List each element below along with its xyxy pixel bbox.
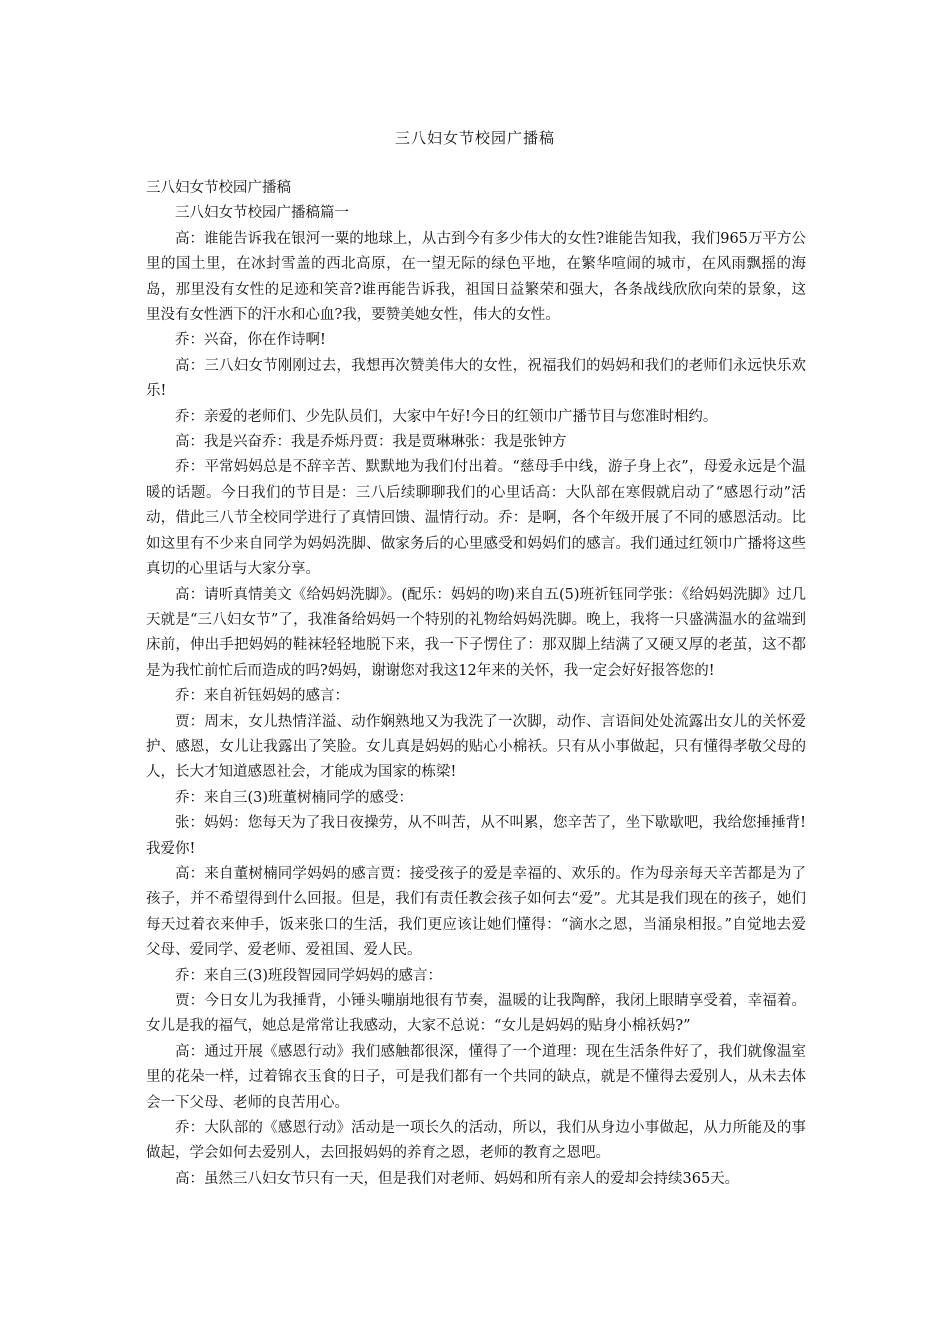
paragraph: 高：我是兴奋乔：我是乔烁丹贾：我是贾琳琳张：我是张钟方 (175, 434, 567, 451)
paragraph: 乔：平常妈妈总是不辞辛苦、默默地为我们付出着。“慈母手中线，游子身上衣”，母爱永远是个温暖的话题。今日我们的节目是：三八后续聊聊我们的心里话高：大队部在寒假就启动了“感恩行动”活动，借此三八节全校同学进行了真情回馈、温情行动。乔：是啊，各个年级开展了不同的感恩活动。比如这里有不少来自同学为妈妈洗脚、做家务后的心里感受和妈妈们的感言。我们通过红领巾广播将这些真切的心里话与大家分享。 (146, 459, 806, 578)
paragraph: 乔：来自三(3)班段智园同学妈妈的感言： (175, 967, 443, 984)
paragraph: 乔：来自祈钰妈妈的感言： (175, 688, 349, 705)
paragraph: 贾：今日女儿为我捶背，小锤头嘣崩地很有节奏，温暖的让我陶醉，我闭上眼睛享受着，幸福着。女儿是我的福气，她总是常常让我感动，大家不总说：“女儿是妈妈的贴身小棉袄妈?” (146, 993, 806, 1035)
paragraph: 贾：周末，女儿热情洋溢、动作娴熟地又为我洗了一次脚，动作、言语间处处流露出女儿的关怀爱护、感恩，女儿让我露出了笑脸。女儿真是妈妈的贴心小棉袄。只有从小事做起，只有懂得孝敬父母的人，长大才知道感恩社会，才能成为国家的栋梁! (146, 713, 806, 781)
paragraph: 乔：来自三(3)班董树楠同学的感受： (175, 789, 414, 806)
document-subtitle: 三八妇女节校园广播稿 (146, 180, 291, 196)
paragraph: 高：谁能告诉我在银河一粟的地球上，从古到今有多少伟大的女性?谁能告知我，我们965万平方公里的国土里，在冰封雪盖的西北高原，在一望无际的绿色平地，在繁华喧闹的城市，在风雨飘摇的海岛，那里没有女性的足迹和笑音?谁再能告诉我，祖国日益繁荣和强大，各条战线欣欣向荣的景象，这里没有女性洒下的汗水和心血?我，要赞美她女性，伟大的女性。 (146, 230, 806, 324)
paragraph: 张：妈妈：您每天为了我日夜操劳，从不叫苦，从不叫累，您辛苦了，坐下歇歇吧，我给您捶捶背!我爱你! (146, 815, 806, 857)
paragraph: 高：请听真情美文《给妈妈洗脚》。(配乐：妈妈的吻)来自五(5)班祈钰同学张：《给妈妈洗脚》过几天就是“三八妇女节”了，我准备给妈妈一个特别的礼物给妈妈洗脚。晚上，我将一只盛满温水的盆端到床前，伸出手把妈妈的鞋袜轻轻地脱下来，我一下子愣住了：那双脚上结满了又硬又厚的老茧，这不都是为我忙前忙后而造成的吗?妈妈，谢谢您对我这12年来的关怀，我一定会好好报答您的! (146, 586, 806, 679)
paragraph: 乔：大队部的《感恩行动》活动是一项长久的活动，所以，我们从身边小事做起，从力所能及的事做起，学会如何去爱别人，去回报妈妈的养育之恩，老师的教育之恩吧。 (146, 1120, 806, 1162)
paragraph: 高：通过开展《感恩行动》我们感触都很深，懂得了一个道理：现在生活条件好了，我们就像温室里的花朵一样，过着锦衣玉食的日子，可是我们都有一个共同的缺点，就是不懂得去爱别人，从未去体会一下父母、老师的良苦用心。 (146, 1043, 806, 1111)
document-body (146, 176, 806, 1192)
paragraph: 高：虽然三八妇女节只有一天，但是我们对老师、妈妈和所有亲人的爱却会持续365天。 (175, 1170, 740, 1187)
paragraph: 乔：兴奋，你在作诗啊! (175, 332, 326, 349)
document-title: 三八妇女节校园广播稿 (394, 129, 555, 147)
paragraph: 三八妇女节校园广播稿篇一 (175, 205, 349, 222)
paragraph: 高：来自董树楠同学妈妈的感言贾：接受孩子的爱是幸福的、欢乐的。作为母亲每天辛苦都是为了孩子，并不希望得到什么回报。但是，我们有责任教会孩子如何去“爱”。尤其是我们现在的孩子，她们每天过着衣来伸手，饭来张口的生活，我们更应该让她们懂得：“滴水之恩，当涌泉相报。”自觉地去爱父母、爱同学、爱老师、爱祖国、爱人民。 (146, 865, 806, 959)
paragraph: 高：三八妇女节刚刚过去，我想再次赞美伟大的女性，祝福我们的妈妈和我们的老师们永远快乐欢乐! (146, 357, 806, 400)
paragraph: 乔：亲爱的老师们、少先队员们，大家中午好!今日的红领巾广播节目与您准时相约。 (175, 408, 718, 425)
